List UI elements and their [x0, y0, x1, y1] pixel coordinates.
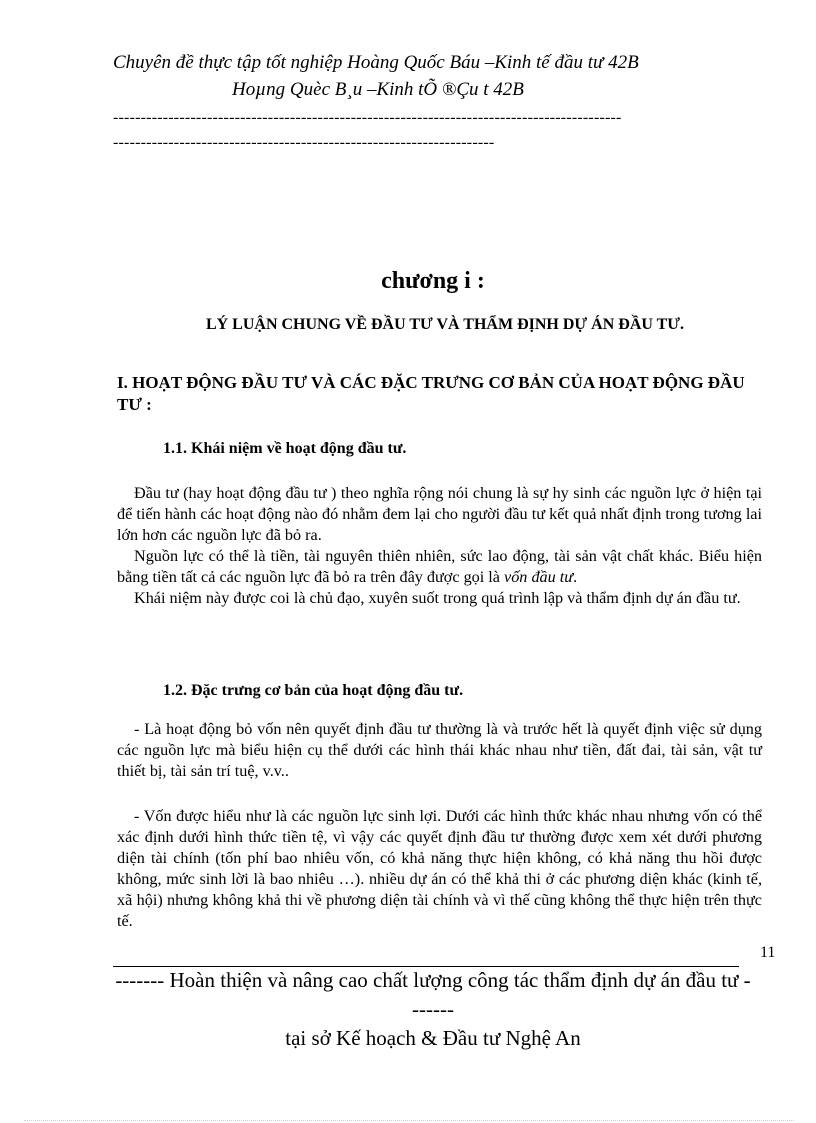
paragraph-text: Nguồn lực có thể là tiền, tài nguyên thiên nhiên, sức lao động, tài sản vật chất khác. Biểu hiện bằng tiền tất cả các nguồn lực đã bỏ ra trên đây được gọi là [117, 547, 762, 586]
italic-term: vốn đầu tư [504, 568, 574, 586]
section-heading: I. HOẠT ĐỘNG ĐẦU TƯ VÀ CÁC ĐẶC TRƯNG CƠ BẢN CỦA HOẠT ĐỘNG ĐẦU TƯ : [117, 373, 745, 414]
paragraph-end: . [573, 568, 578, 586]
subsection-1-2-para-1 [117, 719, 762, 782]
running-header-line-2: Hoµng Quèc B¸u –Kinh tÕ ®Çu t 42B [232, 79, 524, 100]
chapter-title: chương i : [381, 268, 485, 294]
footer-line-2: tại sở Kế hoạch & Đầu tư Nghệ An [285, 1026, 581, 1050]
paragraph [117, 546, 762, 588]
subsection-heading-1-1: 1.1. Khái niệm về hoạt động đầu tư. [163, 440, 407, 457]
header-dashed-rule-2: --------------------------------------------------------------------- [113, 134, 495, 151]
footer-line-1: ------- Hoàn thiện và nâng cao chất lượng công tác thẩm định dự án đầu tư ------- [115, 968, 751, 1021]
page-number: 11 [760, 944, 776, 961]
paragraph: - Vốn được hiểu như là các nguồn lực sinh lợi. Dưới các hình thức khác nhau nhưng vốn có thể xác định dưới hình thức tiền tệ, vì vậy các quyết định đầu tư thường được xem xét dưới phương diện tài chính (tốn phí bao nhiêu vốn, có khả năng thực hiện không, có khả năng thu hồi được không, mức sinh lời là bao nhiêu …). nhiều dự án có thể khả thi ở các phương diện khác (kinh tế, xã hội) nhưng không khả thi về phương diện tài chính và vì thế cũng không thể thực hiện trên thực tế. [117, 807, 762, 930]
paragraph: - Là hoạt động bỏ vốn nên quyết định đầu tư thường là và trước hết là quyết định việc sử dụng các nguồn lực mà biểu hiện cụ thể dưới các hình thái khác nhau như tiền, đất đai, tài sản, vật tư thiết bị, tài sản trí tuệ, v.v.. [117, 720, 762, 780]
chapter-subtitle: LÝ LUẬN CHUNG VỀ ĐẦU TƯ VÀ THẨM ĐỊNH DỰ ÁN ĐẦU TƯ. [205, 316, 685, 333]
page-bottom-dotted-edge [24, 1120, 794, 1121]
subsection-1-2-para-2 [117, 806, 762, 932]
paragraph: Khái niệm này được coi là chủ đạo, xuyên suốt trong quá trình lập và thẩm định dự án đầu tư. [134, 589, 741, 607]
footer-text [113, 966, 753, 1053]
subsection-heading-1-2: 1.2. Đặc trưng cơ bản của hoạt động đầu tư. [163, 682, 464, 699]
running-header-line-1: Chuyên đề thực tập tốt nghiệp Hoàng Quốc Báu –Kinh tế đầu tư 42B [113, 52, 639, 73]
header-dashed-rule: -------------------------------------------------------------------------------------------- [113, 109, 622, 126]
paragraph: Đầu tư (hay hoạt động đầu tư ) theo nghĩa rộng nói chung là sự hy sinh các nguồn lực ở hiện tại để tiến hành các hoạt động nào đó nhằm đem lại cho người đầu tư kết quả nhất định trong tương lai lớn hơn các nguồn lực đã bỏ ra. [117, 484, 762, 544]
subsection-1-1-body [117, 483, 762, 609]
